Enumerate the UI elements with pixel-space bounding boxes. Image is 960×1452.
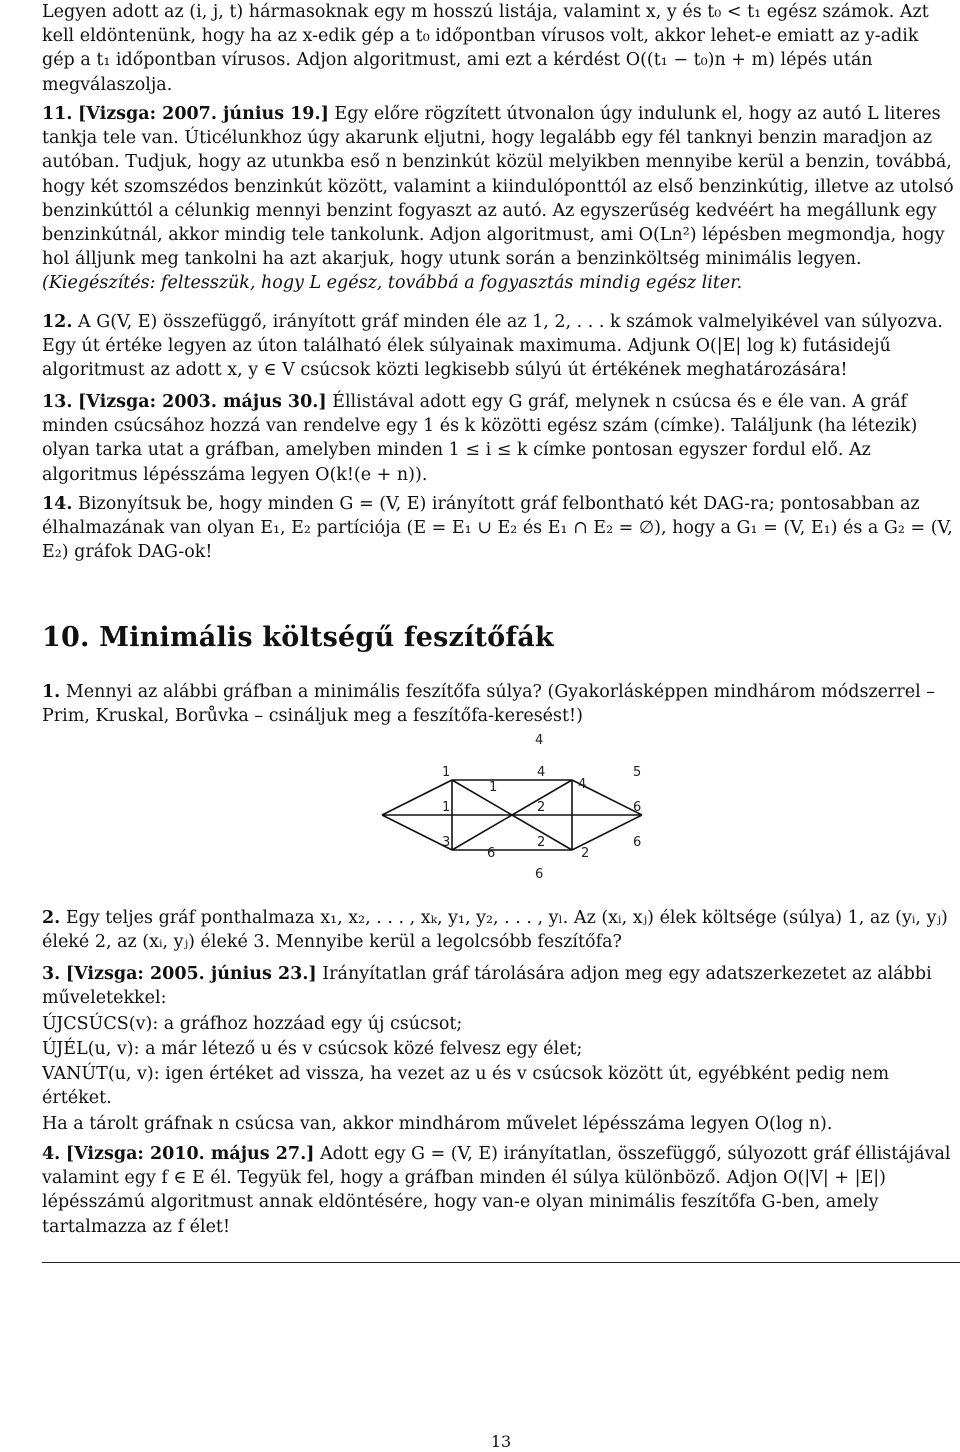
edge-weight-label: 4 bbox=[535, 733, 544, 748]
problem-number: 13. bbox=[42, 392, 73, 412]
question-2 bbox=[42, 906, 956, 954]
edge-weight-label: 6 bbox=[487, 846, 496, 861]
edge-weight-label: 3 bbox=[442, 835, 451, 850]
edge-weight-label: 4 bbox=[578, 777, 587, 792]
paragraph-virus-problem: Legyen adott az (i, j, t) hármasoknak egy m hosszú listája, valamint x, y és t₀ < t₁ egész számok. Azt kell eldöntenünk, hogy ha az x-edik gép a t₀ időpontban vírusos volt, akkor lehet-e emiatt az y-adik gép a t₁ időpontban vírusos. Adjon algoritmust, ami ezt a kérdést O((t₁ − t₀)n + m) lépés után megválaszolja. bbox=[42, 2, 929, 95]
question-number: 2. bbox=[42, 908, 61, 928]
edge-weight-label: 1 bbox=[489, 780, 498, 795]
question-3-complexity: Ha a tárolt gráfnak n csúcsa van, akkor mindhárom művelet lépésszáma legyen O(log n). bbox=[42, 1114, 833, 1134]
problem-text: Egy előre rögzített útvonalon úgy indulunk el, hogy az autó L literes tankja tele van. Úticélunkhoz úgy akarunk eljutni, hogy legalább egy fél tanknyi benzin maradjon az autóban. Tudjuk, hogy az utunkba eső n benzinkút közül melyikben mennyibe kerül a benzin, továbbá, hogy két szomszédos benzinkút között, valamint a kiindulóponttól az első benzinkútig, illetve az utolsó benzinkúttól a célunkig mennyi benzint fogyaszt az autó. Az egyszerűség kedvéért ha megállunk egy benzinkútnál, akkor mindig tele tankolunk. Adjon algoritmust, ami O(Ln²) lépésben megmondja, hogy hol álljunk meg tankolni ha azt akarjuk, hogy utunk során a benzinköltség minimális legyen. bbox=[42, 104, 954, 270]
page-number: 13 bbox=[490, 1432, 512, 1451]
question-text: Irányítatlan gráf tárolására adjon meg egy adatszerkezetet az alábbi műveletekkel: bbox=[42, 964, 932, 1009]
question-number: 4. bbox=[42, 1144, 61, 1164]
problem-number: 12. bbox=[42, 312, 73, 332]
section-title: 10. Minimális költségű feszítőfák bbox=[42, 622, 554, 653]
question-text: Adott egy G = (V, E) irányítatlan, összefüggő, súlyozott gráf éllistájával valamint egy f ∈ E él. Tegyük fel, hogy a gráfban minden él súlya különböző. Adjon O(|V| + |E|) lépésszámú algoritmust annak eldöntésére, hogy van-e olyan minimális feszítőfa G-ben, amely tartalmazza az f élet! bbox=[42, 1144, 951, 1237]
question-3 bbox=[42, 962, 956, 1010]
exam-tag: [Vizsga: 2005. június 23.] bbox=[65, 964, 317, 984]
problem-12 bbox=[42, 310, 956, 383]
question-number: 3. bbox=[42, 964, 61, 984]
operation-path-query: VANÚT(u, v): igen értéket ad vissza, ha vezet az u és v csúcsok között út, egyébként pedig nem értéket. bbox=[42, 1064, 890, 1109]
exam-tag: [Vizsga: 2007. június 19.] bbox=[78, 104, 329, 124]
problem-13 bbox=[42, 390, 956, 487]
edge-weight-label: 1 bbox=[442, 800, 451, 815]
edge-weight-label: 6 bbox=[535, 867, 544, 882]
exam-tag: [Vizsga: 2010. május 27.] bbox=[65, 1144, 315, 1164]
operation-new-edge: ÚJÉL(u, v): a már létező u és v csúcsok közé felvesz egy élet; bbox=[42, 1039, 583, 1059]
exam-tag: [Vizsga: 2003. május 30.] bbox=[78, 392, 327, 412]
problem-note: (Kiegészítés: feltesszük, hogy L egész, továbbá a fogyasztás mindig egész liter. bbox=[42, 273, 743, 294]
footer-rule bbox=[42, 1262, 960, 1263]
problem-11 bbox=[42, 102, 956, 296]
edge-weight-label: 2 bbox=[537, 835, 546, 850]
edge-weight-label: 2 bbox=[537, 800, 546, 815]
graph-edges bbox=[382, 780, 642, 850]
problem-text: Bizonyítsuk be, hogy minden G = (V, E) irányított gráf felbontható két DAG-ra; pontosabban az élhalmazának van olyan E₁, E₂ partíciója (E = E₁ ∪ E₂ és E₁ ∩ E₂ = ∅), hogy a G₁ = (V, E₁) és a G₂ = (V, E₂) gráfok DAG-ok! bbox=[42, 494, 953, 563]
problem-text: Éllistával adott egy G gráf, melynek n csúcsa és e éle van. A gráf minden csúcsához hozzá van rendelve egy 1 és k közötti egész szám (címke). Találjunk (ha létezik) olyan tarka utat a gráfban, amelyben minden 1 ≤ i ≤ k címke pontosan egyszer fordul elő. Az algoritmus lépésszáma legyen O(k!(e + n)). bbox=[42, 392, 918, 485]
edge-weight-label: 4 bbox=[537, 765, 546, 780]
question-4 bbox=[42, 1142, 956, 1239]
edge-weight-label: 6 bbox=[633, 800, 642, 815]
question-text: Mennyi az alábbi gráfban a minimális feszítőfa súlya? (Gyakorlásképpen mindhárom módszerrel – Prim, Kruskal, Borůvka – csináljuk meg a feszítőfa-keresést!) bbox=[42, 682, 936, 727]
edge-weight-label: 5 bbox=[633, 765, 642, 780]
graph-edge bbox=[572, 815, 642, 850]
operation-new-vertex: ÚJCSÚCS(v): a gráfhoz hozzáad egy új csúcsot; bbox=[42, 1014, 463, 1034]
edge-weight-label: 1 bbox=[442, 765, 451, 780]
problem-text: A G(V, E) összefüggő, irányított gráf minden éle az 1, 2, . . . k számok valmelyikével van súlyozva. Egy út értéke legyen az úton található élek súlyainak maximuma. Adjunk O(|E| log k) futásidejű algoritmust az adott x, y ∈ V csúcsok közti legkisebb súlyú út értékének meghatározására! bbox=[42, 312, 943, 381]
edge-weight-label: 2 bbox=[581, 846, 590, 861]
edge-weight-label: 6 bbox=[633, 835, 642, 850]
question-number: 1. bbox=[42, 682, 61, 702]
question-1 bbox=[42, 680, 956, 728]
graph-labels bbox=[442, 733, 641, 882]
problem-number: 11. bbox=[42, 104, 73, 124]
problem-14 bbox=[42, 492, 956, 565]
question-text: Egy teljes gráf ponthalmaza x₁, x₂, . . . , xₖ, y₁, y₂, . . . , yₗ. Az (xᵢ, xⱼ) élek költsége (súlya) 1, az (yᵢ, yⱼ) éleké 2, az (xᵢ, yⱼ) éleké 3. Mennyibe kerül a legolcsóbb feszítőfa? bbox=[42, 908, 948, 953]
weighted-graph-figure bbox=[337, 728, 667, 888]
problem-number: 14. bbox=[42, 494, 73, 514]
